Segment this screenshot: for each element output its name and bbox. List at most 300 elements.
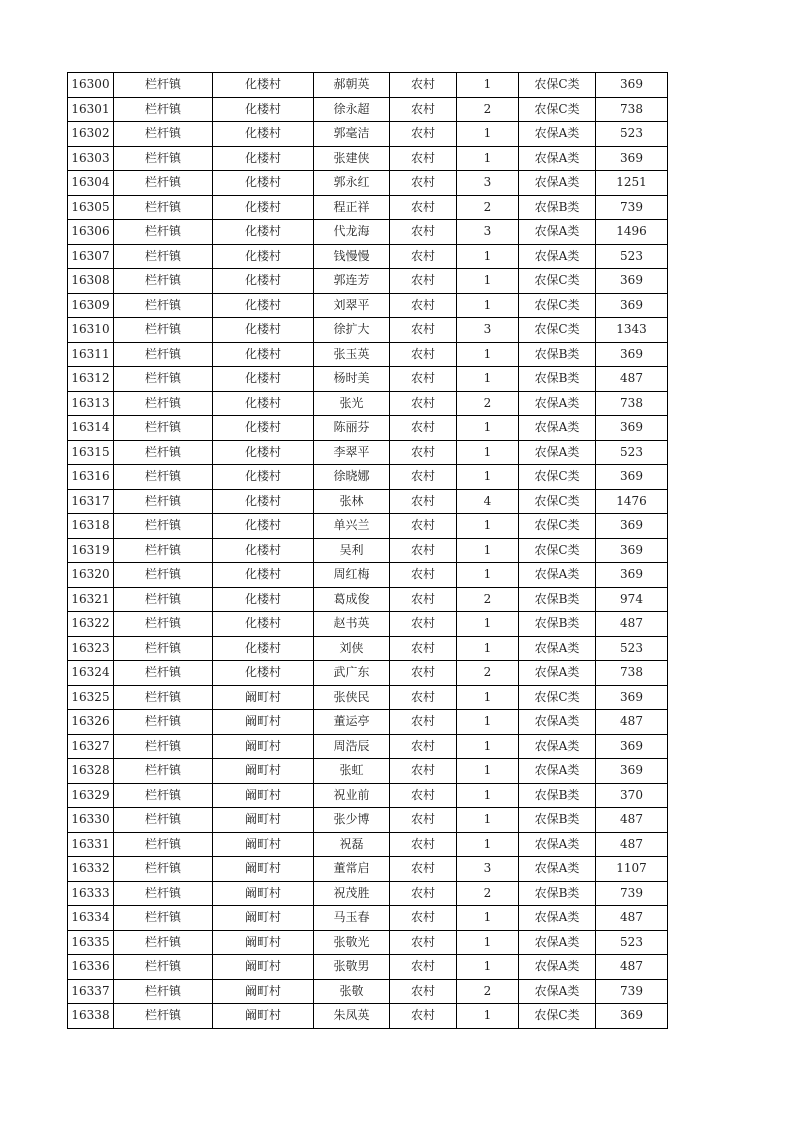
village-cell: 化楼村 xyxy=(213,171,314,196)
village-cell: 阚町村 xyxy=(213,759,314,784)
person-name-cell: 赵书英 xyxy=(314,612,390,637)
amount-cell: 974 xyxy=(596,587,668,612)
amount-cell: 523 xyxy=(596,440,668,465)
village-cell: 化楼村 xyxy=(213,538,314,563)
insurance-category-cell: 农保B类 xyxy=(519,783,596,808)
record-id-cell: 16301 xyxy=(68,97,114,122)
village-cell: 化楼村 xyxy=(213,146,314,171)
record-id-cell: 16323 xyxy=(68,636,114,661)
household-count-cell: 3 xyxy=(457,171,519,196)
town-cell: 栏杆镇 xyxy=(114,1004,213,1029)
household-count-cell: 1 xyxy=(457,514,519,539)
residence-type-cell: 农村 xyxy=(390,293,457,318)
town-cell: 栏杆镇 xyxy=(114,808,213,833)
person-name-cell: 徐永超 xyxy=(314,97,390,122)
household-count-cell: 2 xyxy=(457,881,519,906)
village-cell: 阚町村 xyxy=(213,832,314,857)
record-id-cell: 16335 xyxy=(68,930,114,955)
insurance-category-cell: 农保A类 xyxy=(519,416,596,441)
insurance-category-cell: 农保A类 xyxy=(519,857,596,882)
table-row xyxy=(68,293,668,318)
person-name-cell: 单兴兰 xyxy=(314,514,390,539)
person-name-cell: 祝业前 xyxy=(314,783,390,808)
household-count-cell: 3 xyxy=(457,220,519,245)
person-name-cell: 钱慢慢 xyxy=(314,244,390,269)
record-id-cell: 16336 xyxy=(68,955,114,980)
residence-type-cell: 农村 xyxy=(390,342,457,367)
residence-type-cell: 农村 xyxy=(390,979,457,1004)
residence-type-cell: 农村 xyxy=(390,734,457,759)
amount-cell: 738 xyxy=(596,391,668,416)
village-cell: 化楼村 xyxy=(213,195,314,220)
record-id-cell: 16328 xyxy=(68,759,114,784)
household-count-cell: 1 xyxy=(457,955,519,980)
insurance-category-cell: 农保A类 xyxy=(519,122,596,147)
record-id-cell: 16309 xyxy=(68,293,114,318)
table-row xyxy=(68,220,668,245)
household-count-cell: 1 xyxy=(457,808,519,833)
records-table-body xyxy=(68,73,668,1029)
household-count-cell: 1 xyxy=(457,538,519,563)
insurance-category-cell: 农保C类 xyxy=(519,73,596,98)
person-name-cell: 张敬男 xyxy=(314,955,390,980)
record-id-cell: 16318 xyxy=(68,514,114,539)
residence-type-cell: 农村 xyxy=(390,489,457,514)
person-name-cell: 张敬 xyxy=(314,979,390,1004)
amount-cell: 523 xyxy=(596,244,668,269)
amount-cell: 487 xyxy=(596,367,668,392)
village-cell: 化楼村 xyxy=(213,661,314,686)
residence-type-cell: 农村 xyxy=(390,73,457,98)
table-row xyxy=(68,244,668,269)
amount-cell: 487 xyxy=(596,612,668,637)
person-name-cell: 马玉春 xyxy=(314,906,390,931)
residence-type-cell: 农村 xyxy=(390,563,457,588)
record-id-cell: 16338 xyxy=(68,1004,114,1029)
household-count-cell: 1 xyxy=(457,759,519,784)
town-cell: 栏杆镇 xyxy=(114,416,213,441)
insurance-category-cell: 农保A类 xyxy=(519,220,596,245)
person-name-cell: 张侠民 xyxy=(314,685,390,710)
table-row xyxy=(68,955,668,980)
table-row xyxy=(68,710,668,735)
record-id-cell: 16307 xyxy=(68,244,114,269)
insurance-category-cell: 农保B类 xyxy=(519,342,596,367)
village-cell: 阚町村 xyxy=(213,906,314,931)
household-count-cell: 3 xyxy=(457,318,519,343)
town-cell: 栏杆镇 xyxy=(114,563,213,588)
amount-cell: 523 xyxy=(596,636,668,661)
town-cell: 栏杆镇 xyxy=(114,97,213,122)
person-name-cell: 祝磊 xyxy=(314,832,390,857)
insurance-category-cell: 农保B类 xyxy=(519,195,596,220)
residence-type-cell: 农村 xyxy=(390,1004,457,1029)
person-name-cell: 祝茂胜 xyxy=(314,881,390,906)
records-table xyxy=(67,72,668,1029)
town-cell: 栏杆镇 xyxy=(114,318,213,343)
household-count-cell: 1 xyxy=(457,612,519,637)
residence-type-cell: 农村 xyxy=(390,808,457,833)
village-cell: 阚町村 xyxy=(213,955,314,980)
person-name-cell: 周红梅 xyxy=(314,563,390,588)
village-cell: 化楼村 xyxy=(213,489,314,514)
record-id-cell: 16310 xyxy=(68,318,114,343)
record-id-cell: 16337 xyxy=(68,979,114,1004)
person-name-cell: 郭连芳 xyxy=(314,269,390,294)
amount-cell: 1476 xyxy=(596,489,668,514)
amount-cell: 369 xyxy=(596,563,668,588)
insurance-category-cell: 农保C类 xyxy=(519,97,596,122)
household-count-cell: 1 xyxy=(457,244,519,269)
record-id-cell: 16321 xyxy=(68,587,114,612)
amount-cell: 523 xyxy=(596,122,668,147)
town-cell: 栏杆镇 xyxy=(114,293,213,318)
record-id-cell: 16326 xyxy=(68,710,114,735)
village-cell: 化楼村 xyxy=(213,220,314,245)
residence-type-cell: 农村 xyxy=(390,538,457,563)
table-row xyxy=(68,367,668,392)
person-name-cell: 董常启 xyxy=(314,857,390,882)
town-cell: 栏杆镇 xyxy=(114,367,213,392)
village-cell: 化楼村 xyxy=(213,342,314,367)
person-name-cell: 刘侠 xyxy=(314,636,390,661)
residence-type-cell: 农村 xyxy=(390,465,457,490)
person-name-cell: 程正祥 xyxy=(314,195,390,220)
person-name-cell: 张光 xyxy=(314,391,390,416)
amount-cell: 369 xyxy=(596,514,668,539)
person-name-cell: 朱凤英 xyxy=(314,1004,390,1029)
table-row xyxy=(68,391,668,416)
residence-type-cell: 农村 xyxy=(390,97,457,122)
person-name-cell: 张虹 xyxy=(314,759,390,784)
person-name-cell: 李翠平 xyxy=(314,440,390,465)
amount-cell: 487 xyxy=(596,710,668,735)
household-count-cell: 2 xyxy=(457,661,519,686)
table-row xyxy=(68,122,668,147)
amount-cell: 1343 xyxy=(596,318,668,343)
insurance-category-cell: 农保B类 xyxy=(519,808,596,833)
town-cell: 栏杆镇 xyxy=(114,220,213,245)
record-id-cell: 16300 xyxy=(68,73,114,98)
insurance-category-cell: 农保A类 xyxy=(519,759,596,784)
town-cell: 栏杆镇 xyxy=(114,489,213,514)
household-count-cell: 1 xyxy=(457,73,519,98)
record-id-cell: 16304 xyxy=(68,171,114,196)
household-count-cell: 1 xyxy=(457,563,519,588)
amount-cell: 739 xyxy=(596,979,668,1004)
town-cell: 栏杆镇 xyxy=(114,269,213,294)
table-row xyxy=(68,685,668,710)
town-cell: 栏杆镇 xyxy=(114,122,213,147)
town-cell: 栏杆镇 xyxy=(114,783,213,808)
insurance-category-cell: 农保A类 xyxy=(519,563,596,588)
amount-cell: 487 xyxy=(596,906,668,931)
residence-type-cell: 农村 xyxy=(390,146,457,171)
person-name-cell: 郝朝英 xyxy=(314,73,390,98)
village-cell: 化楼村 xyxy=(213,293,314,318)
insurance-category-cell: 农保B类 xyxy=(519,612,596,637)
town-cell: 栏杆镇 xyxy=(114,979,213,1004)
table-row xyxy=(68,440,668,465)
town-cell: 栏杆镇 xyxy=(114,710,213,735)
town-cell: 栏杆镇 xyxy=(114,636,213,661)
residence-type-cell: 农村 xyxy=(390,244,457,269)
town-cell: 栏杆镇 xyxy=(114,881,213,906)
person-name-cell: 周浩辰 xyxy=(314,734,390,759)
table-row xyxy=(68,636,668,661)
amount-cell: 369 xyxy=(596,538,668,563)
household-count-cell: 1 xyxy=(457,293,519,318)
insurance-category-cell: 农保A类 xyxy=(519,244,596,269)
insurance-category-cell: 农保C类 xyxy=(519,538,596,563)
record-id-cell: 16314 xyxy=(68,416,114,441)
insurance-category-cell: 农保A类 xyxy=(519,832,596,857)
household-count-cell: 2 xyxy=(457,97,519,122)
table-row xyxy=(68,342,668,367)
residence-type-cell: 农村 xyxy=(390,122,457,147)
person-name-cell: 张玉英 xyxy=(314,342,390,367)
table-row xyxy=(68,857,668,882)
record-id-cell: 16312 xyxy=(68,367,114,392)
village-cell: 阚町村 xyxy=(213,930,314,955)
household-count-cell: 1 xyxy=(457,1004,519,1029)
household-count-cell: 1 xyxy=(457,465,519,490)
amount-cell: 523 xyxy=(596,930,668,955)
record-id-cell: 16311 xyxy=(68,342,114,367)
table-row xyxy=(68,489,668,514)
town-cell: 栏杆镇 xyxy=(114,73,213,98)
table-row xyxy=(68,734,668,759)
person-name-cell: 陈丽芬 xyxy=(314,416,390,441)
household-count-cell: 1 xyxy=(457,832,519,857)
residence-type-cell: 农村 xyxy=(390,906,457,931)
amount-cell: 369 xyxy=(596,465,668,490)
amount-cell: 487 xyxy=(596,832,668,857)
residence-type-cell: 农村 xyxy=(390,955,457,980)
table-row xyxy=(68,73,668,98)
residence-type-cell: 农村 xyxy=(390,759,457,784)
residence-type-cell: 农村 xyxy=(390,195,457,220)
table-row xyxy=(68,465,668,490)
record-id-cell: 16319 xyxy=(68,538,114,563)
record-id-cell: 16334 xyxy=(68,906,114,931)
household-count-cell: 2 xyxy=(457,391,519,416)
insurance-category-cell: 农保A类 xyxy=(519,391,596,416)
amount-cell: 739 xyxy=(596,195,668,220)
household-count-cell: 3 xyxy=(457,857,519,882)
record-id-cell: 16317 xyxy=(68,489,114,514)
town-cell: 栏杆镇 xyxy=(114,685,213,710)
household-count-cell: 1 xyxy=(457,416,519,441)
table-row xyxy=(68,514,668,539)
household-count-cell: 1 xyxy=(457,342,519,367)
insurance-category-cell: 农保A类 xyxy=(519,906,596,931)
insurance-category-cell: 农保A类 xyxy=(519,734,596,759)
village-cell: 阚町村 xyxy=(213,979,314,1004)
residence-type-cell: 农村 xyxy=(390,661,457,686)
table-row xyxy=(68,930,668,955)
insurance-category-cell: 农保B类 xyxy=(519,367,596,392)
amount-cell: 369 xyxy=(596,1004,668,1029)
amount-cell: 369 xyxy=(596,293,668,318)
insurance-category-cell: 农保C类 xyxy=(519,1004,596,1029)
amount-cell: 370 xyxy=(596,783,668,808)
residence-type-cell: 农村 xyxy=(390,832,457,857)
table-row xyxy=(68,97,668,122)
village-cell: 化楼村 xyxy=(213,244,314,269)
village-cell: 阚町村 xyxy=(213,783,314,808)
village-cell: 化楼村 xyxy=(213,97,314,122)
person-name-cell: 刘翠平 xyxy=(314,293,390,318)
household-count-cell: 2 xyxy=(457,979,519,1004)
village-cell: 化楼村 xyxy=(213,440,314,465)
amount-cell: 738 xyxy=(596,661,668,686)
record-id-cell: 16303 xyxy=(68,146,114,171)
amount-cell: 369 xyxy=(596,759,668,784)
table-row xyxy=(68,318,668,343)
town-cell: 栏杆镇 xyxy=(114,538,213,563)
person-name-cell: 吴利 xyxy=(314,538,390,563)
table-row xyxy=(68,1004,668,1029)
town-cell: 栏杆镇 xyxy=(114,440,213,465)
household-count-cell: 1 xyxy=(457,367,519,392)
household-count-cell: 2 xyxy=(457,587,519,612)
record-id-cell: 16316 xyxy=(68,465,114,490)
town-cell: 栏杆镇 xyxy=(114,195,213,220)
town-cell: 栏杆镇 xyxy=(114,930,213,955)
record-id-cell: 16322 xyxy=(68,612,114,637)
table-row xyxy=(68,563,668,588)
insurance-category-cell: 农保C类 xyxy=(519,465,596,490)
table-row xyxy=(68,661,668,686)
record-id-cell: 16313 xyxy=(68,391,114,416)
insurance-category-cell: 农保C类 xyxy=(519,318,596,343)
household-count-cell: 1 xyxy=(457,734,519,759)
table-row xyxy=(68,146,668,171)
residence-type-cell: 农村 xyxy=(390,857,457,882)
table-row xyxy=(68,906,668,931)
town-cell: 栏杆镇 xyxy=(114,171,213,196)
person-name-cell: 杨时美 xyxy=(314,367,390,392)
insurance-category-cell: 农保C类 xyxy=(519,269,596,294)
record-id-cell: 16330 xyxy=(68,808,114,833)
amount-cell: 738 xyxy=(596,97,668,122)
insurance-category-cell: 农保A类 xyxy=(519,636,596,661)
insurance-category-cell: 农保A类 xyxy=(519,661,596,686)
record-id-cell: 16308 xyxy=(68,269,114,294)
record-id-cell: 16324 xyxy=(68,661,114,686)
insurance-category-cell: 农保A类 xyxy=(519,930,596,955)
residence-type-cell: 农村 xyxy=(390,685,457,710)
table-row xyxy=(68,195,668,220)
town-cell: 栏杆镇 xyxy=(114,465,213,490)
village-cell: 化楼村 xyxy=(213,563,314,588)
insurance-category-cell: 农保A类 xyxy=(519,710,596,735)
village-cell: 化楼村 xyxy=(213,636,314,661)
household-count-cell: 1 xyxy=(457,146,519,171)
amount-cell: 1107 xyxy=(596,857,668,882)
village-cell: 化楼村 xyxy=(213,269,314,294)
household-count-cell: 1 xyxy=(457,783,519,808)
person-name-cell: 徐晓娜 xyxy=(314,465,390,490)
record-id-cell: 16325 xyxy=(68,685,114,710)
amount-cell: 369 xyxy=(596,416,668,441)
table-row xyxy=(68,832,668,857)
record-id-cell: 16329 xyxy=(68,783,114,808)
record-id-cell: 16306 xyxy=(68,220,114,245)
record-id-cell: 16331 xyxy=(68,832,114,857)
record-id-cell: 16320 xyxy=(68,563,114,588)
residence-type-cell: 农村 xyxy=(390,636,457,661)
residence-type-cell: 农村 xyxy=(390,514,457,539)
insurance-category-cell: 农保B类 xyxy=(519,881,596,906)
record-id-cell: 16332 xyxy=(68,857,114,882)
village-cell: 化楼村 xyxy=(213,416,314,441)
person-name-cell: 张建侠 xyxy=(314,146,390,171)
residence-type-cell: 农村 xyxy=(390,440,457,465)
person-name-cell: 张少博 xyxy=(314,808,390,833)
record-id-cell: 16327 xyxy=(68,734,114,759)
village-cell: 化楼村 xyxy=(213,391,314,416)
town-cell: 栏杆镇 xyxy=(114,661,213,686)
village-cell: 阚町村 xyxy=(213,685,314,710)
town-cell: 栏杆镇 xyxy=(114,342,213,367)
person-name-cell: 董运亭 xyxy=(314,710,390,735)
residence-type-cell: 农村 xyxy=(390,930,457,955)
insurance-category-cell: 农保C类 xyxy=(519,489,596,514)
insurance-category-cell: 农保A类 xyxy=(519,979,596,1004)
person-name-cell: 张敬光 xyxy=(314,930,390,955)
household-count-cell: 4 xyxy=(457,489,519,514)
village-cell: 阚町村 xyxy=(213,881,314,906)
household-count-cell: 1 xyxy=(457,906,519,931)
residence-type-cell: 农村 xyxy=(390,391,457,416)
insurance-category-cell: 农保C类 xyxy=(519,514,596,539)
village-cell: 化楼村 xyxy=(213,514,314,539)
record-id-cell: 16305 xyxy=(68,195,114,220)
town-cell: 栏杆镇 xyxy=(114,759,213,784)
village-cell: 化楼村 xyxy=(213,367,314,392)
table-row xyxy=(68,171,668,196)
insurance-category-cell: 农保A类 xyxy=(519,171,596,196)
town-cell: 栏杆镇 xyxy=(114,244,213,269)
person-name-cell: 代龙海 xyxy=(314,220,390,245)
person-name-cell: 武广东 xyxy=(314,661,390,686)
table-row xyxy=(68,881,668,906)
record-id-cell: 16315 xyxy=(68,440,114,465)
town-cell: 栏杆镇 xyxy=(114,734,213,759)
table-row xyxy=(68,783,668,808)
insurance-category-cell: 农保C类 xyxy=(519,293,596,318)
table-row xyxy=(68,759,668,784)
town-cell: 栏杆镇 xyxy=(114,955,213,980)
amount-cell: 369 xyxy=(596,269,668,294)
person-name-cell: 葛成俊 xyxy=(314,587,390,612)
village-cell: 阚町村 xyxy=(213,808,314,833)
amount-cell: 1251 xyxy=(596,171,668,196)
household-count-cell: 1 xyxy=(457,269,519,294)
residence-type-cell: 农村 xyxy=(390,587,457,612)
amount-cell: 369 xyxy=(596,146,668,171)
table-row xyxy=(68,538,668,563)
household-count-cell: 1 xyxy=(457,440,519,465)
town-cell: 栏杆镇 xyxy=(114,391,213,416)
insurance-category-cell: 农保A类 xyxy=(519,146,596,171)
village-cell: 化楼村 xyxy=(213,73,314,98)
village-cell: 化楼村 xyxy=(213,587,314,612)
residence-type-cell: 农村 xyxy=(390,220,457,245)
amount-cell: 369 xyxy=(596,342,668,367)
